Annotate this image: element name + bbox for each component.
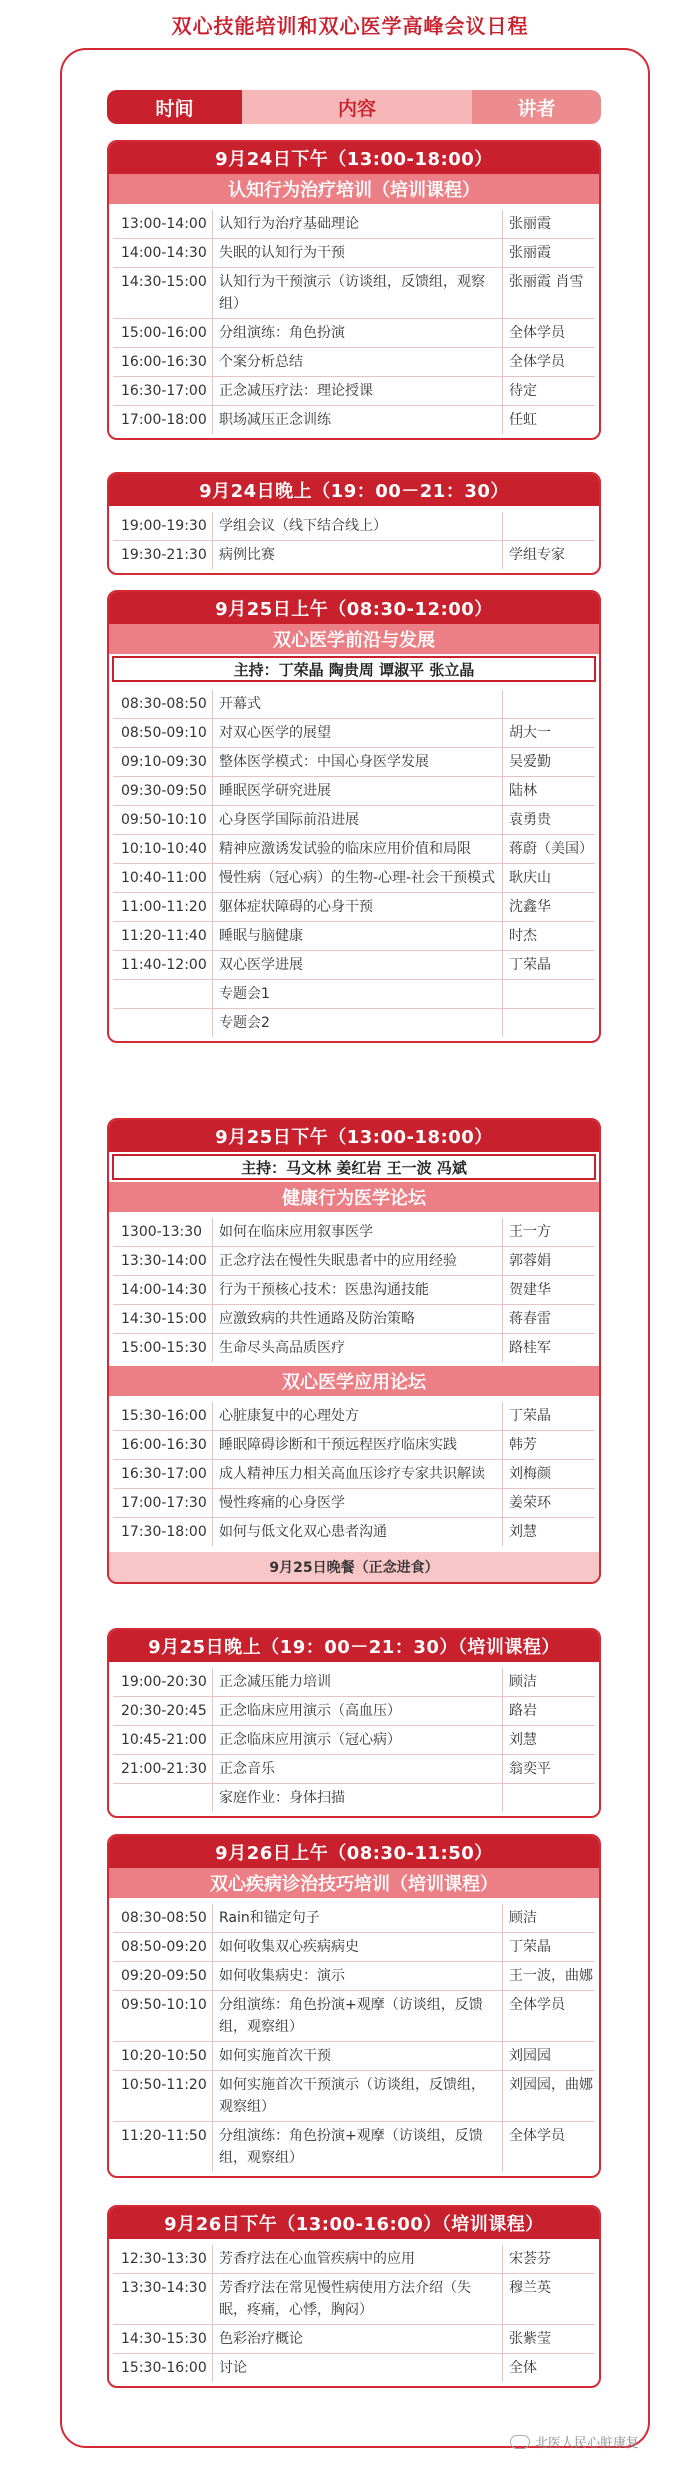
topic-cell: 正念减压疗法：理论授课 xyxy=(213,377,503,405)
agenda-row xyxy=(113,893,595,922)
session-title: 9月26日上午（08:30-11:50） xyxy=(109,1836,599,1868)
speaker-cell: 陆林 xyxy=(509,783,537,799)
time-cell: 09:50-10:10 xyxy=(113,1991,213,2041)
session-sep26-afternoon xyxy=(107,2205,601,2388)
topic-cell: 职场减压正念训练 xyxy=(213,406,503,434)
speaker-cell: 丁荣晶 xyxy=(509,1939,551,1955)
speaker-cell: 路岩 xyxy=(509,1703,537,1719)
speaker-cell: 刘慧 xyxy=(509,1732,537,1748)
agenda-row xyxy=(113,1697,595,1726)
topic-cell: 芳香疗法在心血管疾病中的应用 xyxy=(213,2245,503,2273)
time-cell: 13:00-14:00 xyxy=(113,210,213,238)
agenda-row xyxy=(113,377,595,406)
time-cell: 11:00-11:20 xyxy=(113,893,213,921)
topic-cell: 如何在临床应用叙事医学 xyxy=(213,1218,503,1246)
speaker-cell: 蒋春雷 xyxy=(509,1311,551,1327)
agenda-row xyxy=(113,2274,595,2325)
speaker-cell: 丁荣晶 xyxy=(509,1408,551,1424)
agenda-row xyxy=(113,2325,595,2354)
topic-cell: 睡眠医学研究进展 xyxy=(213,777,503,805)
time-cell: 14:30-15:00 xyxy=(113,1305,213,1333)
page-title: 双心技能培训和双心医学高峰会议日程 xyxy=(171,14,529,38)
agenda-row xyxy=(113,268,595,319)
speaker-cell: 张丽霞 肖雪 xyxy=(509,274,584,290)
speaker-cell: 郭蓉娟 xyxy=(509,1253,551,1269)
agenda-row xyxy=(113,1009,595,1037)
time-cell: 16:00-16:30 xyxy=(113,1431,213,1459)
speaker-cell: 全体学员 xyxy=(509,325,565,341)
speaker-cell: 顾洁 xyxy=(509,1910,537,1926)
watermark-text: 北医人民心脏康复 xyxy=(535,2436,640,2451)
topic-cell: 睡眠障碍诊断和干预远程医疗临床实践 xyxy=(213,1431,503,1459)
speaker-cell: 张丽霞 xyxy=(509,245,551,261)
time-cell: 09:10-09:30 xyxy=(113,748,213,776)
speaker-cell: 吴爱勤 xyxy=(509,754,551,770)
agenda-row xyxy=(113,406,595,434)
agenda-row xyxy=(113,1334,595,1362)
agenda-rows-2 xyxy=(109,1396,599,1550)
time-cell: 10:40-11:00 xyxy=(113,864,213,892)
time-cell: 14:00-14:30 xyxy=(113,239,213,267)
topic-cell: 慢性疼痛的心身医学 xyxy=(213,1489,503,1517)
speaker-cell: 全体学员 xyxy=(509,1997,565,2013)
speaker-cell: 穆兰英 xyxy=(509,2280,551,2296)
time-cell: 20:30-20:45 xyxy=(113,1697,213,1725)
speaker-cell: 时杰 xyxy=(509,928,537,944)
session-sep25-morning xyxy=(107,590,601,1043)
topic-cell: 正念临床应用演示（冠心病） xyxy=(213,1726,503,1754)
agenda-rows xyxy=(109,1212,599,1366)
agenda-row xyxy=(113,1431,595,1460)
agenda-row xyxy=(113,1933,595,1962)
session-title: 9月24日下午（13:00-18:00） xyxy=(109,142,599,174)
agenda-row xyxy=(113,210,595,239)
topic-cell: 行为干预核心技术：医患沟通技能 xyxy=(213,1276,503,1304)
speaker-cell xyxy=(503,512,595,540)
agenda-row xyxy=(113,541,595,569)
topic-cell: 如何实施首次干预演示（访谈组，反馈组，观察组） xyxy=(213,2071,503,2121)
topic-cell: 睡眠与脑健康 xyxy=(213,922,503,950)
topic-cell: 生命尽头高品质医疗 xyxy=(213,1334,503,1362)
agenda-row xyxy=(113,690,595,719)
speaker-cell: 刘梅颜 xyxy=(509,1466,551,1482)
time-cell xyxy=(113,1009,213,1037)
dinner-note: 9月25日晚餐（正念进食） xyxy=(109,1552,599,1582)
agenda-row xyxy=(113,922,595,951)
speaker-cell: 姜荣环 xyxy=(509,1495,551,1511)
time-cell: 19:00-19:30 xyxy=(113,512,213,540)
agenda-row xyxy=(113,980,595,1009)
topic-cell: 认知行为治疗基础理论 xyxy=(213,210,503,238)
agenda-row xyxy=(113,1489,595,1518)
time-cell xyxy=(113,1784,213,1812)
header-content: 内容 xyxy=(242,90,472,124)
agenda-row xyxy=(113,864,595,893)
time-cell: 21:00-21:30 xyxy=(113,1755,213,1783)
topic-cell: 家庭作业：身体扫描 xyxy=(213,1784,503,1812)
speaker-cell: 宋荟芬 xyxy=(509,2251,551,2267)
speaker-cell: 全体学员 xyxy=(509,2128,565,2144)
topic-cell: 分组演练：角色扮演+观摩（访谈组，反馈组，观察组） xyxy=(213,1991,503,2041)
topic-cell: 专题会2 xyxy=(213,1009,503,1037)
speaker-cell xyxy=(503,1784,595,1812)
agenda-rows xyxy=(109,2239,599,2386)
agenda-rows xyxy=(109,684,599,1041)
agenda-row xyxy=(113,2122,595,2172)
session-title: 9月25日晚上（19：00－21：30）（培训课程） xyxy=(109,1630,599,1662)
topic-cell: 失眠的认知行为干预 xyxy=(213,239,503,267)
agenda-row xyxy=(113,2042,595,2071)
topic-cell: 分组演练：角色扮演+观摩（访谈组，反馈组，观察组） xyxy=(213,2122,503,2172)
time-cell: 10:50-11:20 xyxy=(113,2071,213,2121)
time-cell: 10:10-10:40 xyxy=(113,835,213,863)
speaker-cell: 全体学员 xyxy=(509,354,565,370)
topic-cell: 躯体症状障碍的心身干预 xyxy=(213,893,503,921)
agenda-row xyxy=(113,2354,595,2382)
time-cell: 11:20-11:40 xyxy=(113,922,213,950)
session-sep26-morning xyxy=(107,1834,601,2178)
topic-cell: 分组演练：角色扮演 xyxy=(213,319,503,347)
topic-cell: 如何收集双心疾病病史 xyxy=(213,1933,503,1961)
speaker-cell: 王一方 xyxy=(509,1224,551,1240)
topic-cell: 如何实施首次干预 xyxy=(213,2042,503,2070)
session-title: 9月26日下午（13:00-16:00）（培训课程） xyxy=(109,2207,599,2239)
header-time: 时间 xyxy=(107,90,242,124)
agenda-row xyxy=(113,1276,595,1305)
agenda-row xyxy=(113,1218,595,1247)
topic-cell: 成人精神压力相关高血压诊疗专家共识解读 xyxy=(213,1460,503,1488)
time-cell: 16:00-16:30 xyxy=(113,348,213,376)
agenda-rows xyxy=(109,506,599,573)
agenda-row xyxy=(113,1460,595,1489)
topic-cell: 精神应激诱发试验的临床应用价值和局限 xyxy=(213,835,503,863)
session-sep24-evening xyxy=(107,472,601,575)
time-cell: 19:30-21:30 xyxy=(113,541,213,569)
speaker-cell: 学组专家 xyxy=(509,547,565,563)
agenda-row xyxy=(113,719,595,748)
time-cell: 15:00-16:00 xyxy=(113,319,213,347)
agenda-row xyxy=(113,835,595,864)
topic-cell: 芳香疗法在常见慢性病使用方法介绍（失眠，疼痛，心悸，胸闷） xyxy=(213,2274,503,2324)
time-cell: 15:30-16:00 xyxy=(113,1402,213,1430)
session-host: 主持：马文林 姜红岩 王一波 冯斌 xyxy=(112,1154,596,1180)
agenda-rows xyxy=(109,204,599,438)
session-subtitle: 认知行为治疗培训（培训课程） xyxy=(109,174,599,204)
agenda-row xyxy=(113,1784,595,1812)
time-cell: 17:00-18:00 xyxy=(113,406,213,434)
time-cell: 13:30-14:00 xyxy=(113,1247,213,1275)
agenda-row xyxy=(113,1991,595,2042)
time-cell: 08:30-08:50 xyxy=(113,690,213,718)
agenda-row xyxy=(113,1668,595,1697)
agenda-rows xyxy=(109,1662,599,1816)
agenda-row xyxy=(113,1962,595,1991)
topic-cell: 病例比赛 xyxy=(213,541,503,569)
time-cell: 08:30-08:50 xyxy=(113,1904,213,1932)
agenda-row xyxy=(113,1402,595,1431)
agenda-row xyxy=(113,2245,595,2274)
time-cell: 17:00-17:30 xyxy=(113,1489,213,1517)
agenda-row xyxy=(113,1305,595,1334)
session-subtitle: 双心疾病诊治技巧培训（培训课程） xyxy=(109,1868,599,1898)
session-subtitle: 双心医学前沿与发展 xyxy=(109,624,599,654)
topic-cell: 专题会1 xyxy=(213,980,503,1008)
time-cell: 09:50-10:10 xyxy=(113,806,213,834)
topic-cell: 学组会议（线下结合线上） xyxy=(213,512,503,540)
topic-cell: 认知行为干预演示（访谈组，反馈组，观察组） xyxy=(213,268,503,318)
time-cell: 15:00-15:30 xyxy=(113,1334,213,1362)
speaker-cell: 刘慧 xyxy=(509,1524,537,1540)
agenda-row xyxy=(113,1755,595,1784)
time-cell: 09:20-09:50 xyxy=(113,1962,213,1990)
speaker-cell xyxy=(503,1009,595,1037)
topic-cell: 正念音乐 xyxy=(213,1755,503,1783)
column-header xyxy=(107,90,601,124)
speaker-cell: 王一波，曲娜 xyxy=(509,1968,593,1984)
topic-cell: 个案分析总结 xyxy=(213,348,503,376)
time-cell: 10:45-21:00 xyxy=(113,1726,213,1754)
topic-cell: 整体医学模式：中国心身医学发展 xyxy=(213,748,503,776)
time-cell: 15:30-16:00 xyxy=(113,2354,213,2382)
session-title: 9月24日晚上（19：00－21：30） xyxy=(109,474,599,506)
session-sep25-afternoon xyxy=(107,1118,601,1584)
speaker-cell: 刘园园 xyxy=(509,2048,551,2064)
agenda-row xyxy=(113,239,595,268)
speaker-cell: 翁奕平 xyxy=(509,1761,551,1777)
speaker-cell xyxy=(503,980,595,1008)
speaker-cell: 韩芳 xyxy=(509,1437,537,1453)
topic-cell: 双心医学进展 xyxy=(213,951,503,979)
speaker-cell: 张紫莹 xyxy=(509,2331,551,2347)
speaker-cell: 胡大一 xyxy=(509,725,551,741)
time-cell: 14:30-15:30 xyxy=(113,2325,213,2353)
agenda-row xyxy=(113,319,595,348)
topic-cell: 色彩治疗概论 xyxy=(213,2325,503,2353)
time-cell xyxy=(113,980,213,1008)
topic-cell: 正念减压能力培训 xyxy=(213,1668,503,1696)
topic-cell: 慢性病（冠心病）的生物-心理-社会干预模式 xyxy=(213,864,503,892)
session-sep24-afternoon xyxy=(107,140,601,440)
speaker-cell: 顾洁 xyxy=(509,1674,537,1690)
speaker-cell: 沈鑫华 xyxy=(509,899,551,915)
topic-cell: 对双心医学的展望 xyxy=(213,719,503,747)
topic-cell: 应激致病的共性通路及防治策略 xyxy=(213,1305,503,1333)
topic-cell: 开幕式 xyxy=(213,690,503,718)
time-cell: 09:30-09:50 xyxy=(113,777,213,805)
time-cell: 12:30-13:30 xyxy=(113,2245,213,2273)
speaker-cell: 张丽霞 xyxy=(509,216,551,232)
agenda-rows xyxy=(109,1898,599,2176)
time-cell: 1300-13:30 xyxy=(113,1218,213,1246)
agenda-row xyxy=(113,348,595,377)
speaker-cell: 耿庆山 xyxy=(509,870,551,886)
session-host: 主持：丁荣晶 陶贵周 谭淑平 张立晶 xyxy=(112,656,596,682)
wechat-icon xyxy=(510,2435,530,2449)
speaker-cell: 任虹 xyxy=(509,412,537,428)
session-title: 9月25日上午（08:30-12:00） xyxy=(109,592,599,624)
speaker-cell: 袁勇贵 xyxy=(509,812,551,828)
time-cell: 16:30-17:00 xyxy=(113,377,213,405)
topic-cell: 如何与低文化双心患者沟通 xyxy=(213,1518,503,1546)
time-cell: 11:20-11:50 xyxy=(113,2122,213,2172)
time-cell: 10:20-10:50 xyxy=(113,2042,213,2070)
topic-cell: 正念临床应用演示（高血压） xyxy=(213,1697,503,1725)
speaker-cell: 全体 xyxy=(509,2360,537,2376)
header-speaker: 讲者 xyxy=(472,90,601,124)
time-cell: 19:00-20:30 xyxy=(113,1668,213,1696)
time-cell: 14:30-15:00 xyxy=(113,268,213,318)
agenda-row xyxy=(113,951,595,980)
topic-cell: 讨论 xyxy=(213,2354,503,2382)
agenda-row xyxy=(113,1904,595,1933)
agenda-row xyxy=(113,512,595,541)
agenda-row xyxy=(113,1247,595,1276)
speaker-cell: 丁荣晶 xyxy=(509,957,551,973)
session-subtitle: 健康行为医学论坛 xyxy=(109,1182,599,1212)
agenda-row xyxy=(113,806,595,835)
agenda-row xyxy=(113,1726,595,1755)
topic-cell: Rain和锚定句子 xyxy=(213,1904,503,1932)
speaker-cell: 蒋蔚（美国） xyxy=(509,841,593,857)
agenda-row xyxy=(113,748,595,777)
time-cell: 08:50-09:10 xyxy=(113,719,213,747)
speaker-cell: 路桂军 xyxy=(509,1340,551,1356)
time-cell: 17:30-18:00 xyxy=(113,1518,213,1546)
time-cell: 08:50-09:20 xyxy=(113,1933,213,1961)
topic-cell: 如何收集病史：演示 xyxy=(213,1962,503,1990)
speaker-cell: 贺建华 xyxy=(509,1282,551,1298)
session-sep25-evening xyxy=(107,1628,601,1818)
time-cell: 13:30-14:30 xyxy=(113,2274,213,2324)
session-title: 9月25日下午（13:00-18:00） xyxy=(109,1120,599,1152)
time-cell: 16:30-17:00 xyxy=(113,1460,213,1488)
agenda-row xyxy=(113,777,595,806)
topic-cell: 心脏康复中的心理处方 xyxy=(213,1402,503,1430)
session-subtitle-2: 双心医学应用论坛 xyxy=(109,1366,599,1396)
topic-cell: 心身医学国际前沿进展 xyxy=(213,806,503,834)
speaker-cell: 刘园园，曲娜 xyxy=(509,2077,593,2093)
agenda-row xyxy=(113,2071,595,2122)
watermark xyxy=(510,2432,639,2451)
agenda-row xyxy=(113,1518,595,1546)
speaker-cell xyxy=(503,690,595,718)
speaker-cell: 待定 xyxy=(509,383,537,399)
topic-cell: 正念疗法在慢性失眠患者中的应用经验 xyxy=(213,1247,503,1275)
time-cell: 14:00-14:30 xyxy=(113,1276,213,1304)
time-cell: 11:40-12:00 xyxy=(113,951,213,979)
